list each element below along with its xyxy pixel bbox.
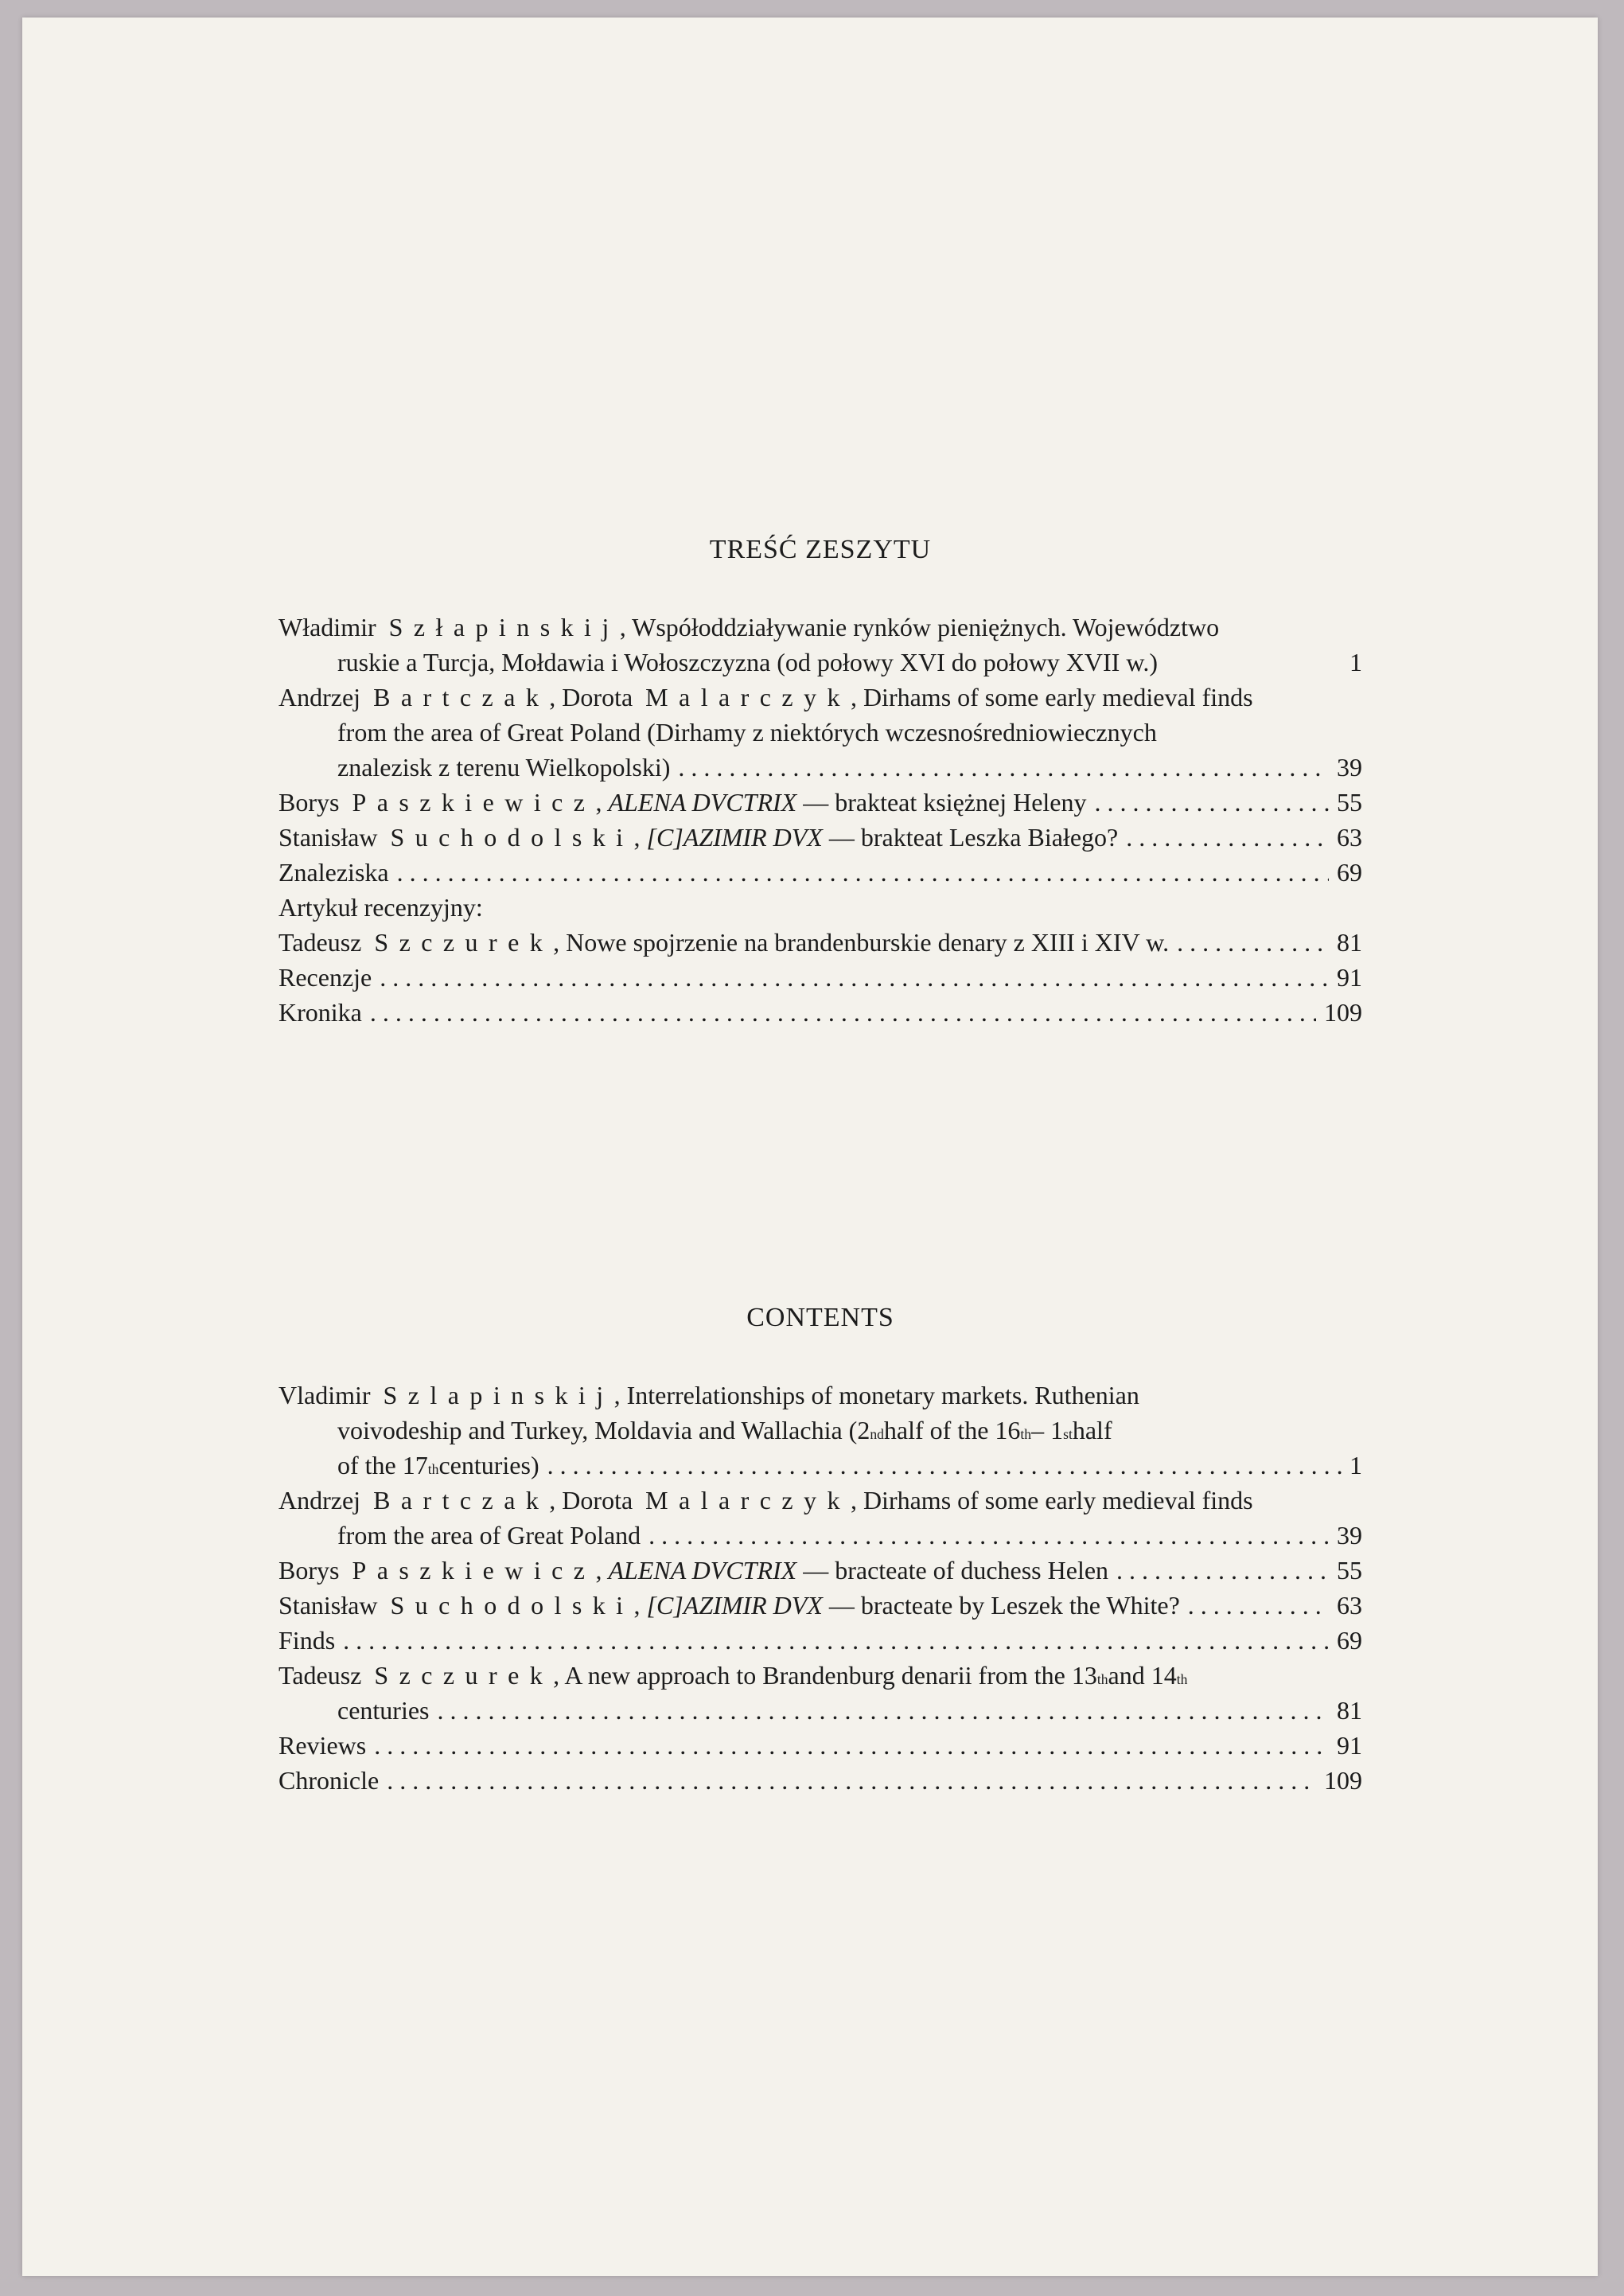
author-surname: Suchodolski xyxy=(390,1591,634,1620)
leader-dots xyxy=(397,855,1329,890)
page-number: 69 xyxy=(1337,1626,1362,1655)
toc-entry-pl-5: Znaleziska . . . 69 xyxy=(278,855,1362,890)
leader-dots xyxy=(380,960,1329,995)
leader-dots xyxy=(678,750,1329,785)
leader-dots xyxy=(1095,785,1330,820)
author-surname: Suchodolski xyxy=(390,823,634,852)
leader-dots xyxy=(1116,1553,1329,1588)
page-number: 63 xyxy=(1337,823,1362,852)
coin-legend: ALENA DVCTRIX xyxy=(608,1556,797,1585)
page-number: 81 xyxy=(1337,1696,1362,1725)
leader-dots xyxy=(438,1693,1330,1728)
leader-dots xyxy=(547,1448,1342,1483)
toc-entry-pl-1: Władimir Szłapinskij , Współoddziaływanie rynków pieniężnych. Województwo ruskie a Turcja, Mołdawia i Wołoszczyzna (od połowy XVI do połowy XVII w.) 1 xyxy=(278,610,1362,680)
author-surname: Szłapinskij xyxy=(388,613,620,641)
page-number: 55 xyxy=(1337,788,1362,817)
author-surname: Bartczak xyxy=(373,683,550,711)
leader-dots xyxy=(648,1518,1329,1553)
author-surname: Szczurek xyxy=(374,1661,554,1690)
author-surname: Szczurek xyxy=(374,928,554,957)
author-surname: Paszkiewicz xyxy=(352,788,596,817)
leader-dots xyxy=(1188,1588,1329,1623)
toc-entry-en-8: Chronicle . . . 109 xyxy=(278,1763,1362,1798)
page-number: 1 xyxy=(1349,1451,1362,1479)
toc-entry-pl-2: Andrzej Bartczak , Dorota Malarczyk , Dirhams of some early medieval finds from the area of Great Poland (Dirhamy z niektórych wczesnośredniowiecznych znalezisk z terenu Wielkopolski) . . . 39 xyxy=(278,680,1362,785)
page-number: 81 xyxy=(1337,928,1362,957)
english-contents xyxy=(278,1303,1362,1798)
polish-heading: TREŚĆ ZESZYTU xyxy=(709,535,932,564)
toc-entry-en-6: Tadeusz Szczurek , A new approach to Brandenburg denarii from the 13 th and 14 th centuries . . . 81 xyxy=(278,1658,1362,1728)
toc-entry-pl-4: Stanisław Suchodolski , [C]AZIMIR DVX — brakteat Leszka Białego? . . . 63 xyxy=(278,820,1362,855)
toc-entry-en-2: Andrzej Bartczak , Dorota Malarczyk , Dirhams of some early medieval finds from the area of Great Poland . . . 39 xyxy=(278,1483,1362,1553)
leader-dots xyxy=(370,995,1316,1030)
page-number: 1 xyxy=(1349,648,1362,676)
page-number: 39 xyxy=(1337,753,1362,782)
page-number: 55 xyxy=(1337,1556,1362,1585)
toc-entry-en-3: Borys Paszkiewicz , ALENA DVCTRIX — bracteate of duchess Helen . . . 55 xyxy=(278,1553,1362,1588)
coin-legend: ALENA DVCTRIX xyxy=(608,788,797,817)
toc-entry-pl-9: Kronika . . . 109 xyxy=(278,995,1362,1030)
leader-dots xyxy=(343,1623,1329,1658)
toc-entry-pl-7: Tadeusz Szczurek , Nowe spojrzenie na brandenburskie denary z XIII i XIV w. . . . 81 xyxy=(278,925,1362,960)
leader-dots xyxy=(1126,820,1329,855)
polish-contents xyxy=(278,535,1362,1030)
author-surname: Malarczyk xyxy=(645,683,851,711)
author-surname: Bartczak xyxy=(373,1486,550,1514)
page-number: 69 xyxy=(1337,858,1362,887)
page-number: 109 xyxy=(1324,998,1362,1027)
english-heading: CONTENTS xyxy=(746,1303,894,1332)
author-surname: Paszkiewicz xyxy=(352,1556,596,1585)
leader-dots xyxy=(374,1728,1329,1763)
coin-legend: [C]AZIMIR DVX xyxy=(646,823,823,852)
toc-entry-en-5: Finds . . . 69 xyxy=(278,1623,1362,1658)
page-number: 39 xyxy=(1337,1521,1362,1550)
page-number: 109 xyxy=(1324,1766,1362,1795)
toc-section-label: Artykuł recenzyjny: xyxy=(278,893,483,922)
author-surname: Szlapinskij xyxy=(383,1381,614,1409)
toc-entry-pl-3: Borys Paszkiewicz , ALENA DVCTRIX — brakteat księżnej Heleny . . . 55 xyxy=(278,785,1362,820)
leader-dots xyxy=(1177,925,1329,960)
coin-legend: [C]AZIMIR DVX xyxy=(646,1591,823,1620)
page-number: 63 xyxy=(1337,1591,1362,1620)
toc-entry-en-4: Stanisław Suchodolski , [C]AZIMIR DVX — bracteate by Leszek the White? . . . 63 xyxy=(278,1588,1362,1623)
author-surname: Malarczyk xyxy=(645,1486,851,1514)
page-sheet xyxy=(22,18,1598,2276)
page-number: 91 xyxy=(1337,963,1362,992)
toc-entry-en-7: Reviews . . . 91 xyxy=(278,1728,1362,1763)
leader-dots xyxy=(387,1763,1316,1798)
toc-entry-pl-8: Recenzje . . . 91 xyxy=(278,960,1362,995)
toc-entry-en-1: Vladimir Szlapinskij , Interrelationships of monetary markets. Ruthenian voivodeship and Turkey, Moldavia and Wallachia (2 nd half of the 16 th – 1 st half of the 17 th centuries) . . . 1 xyxy=(278,1378,1362,1483)
page-number: 91 xyxy=(1337,1731,1362,1760)
